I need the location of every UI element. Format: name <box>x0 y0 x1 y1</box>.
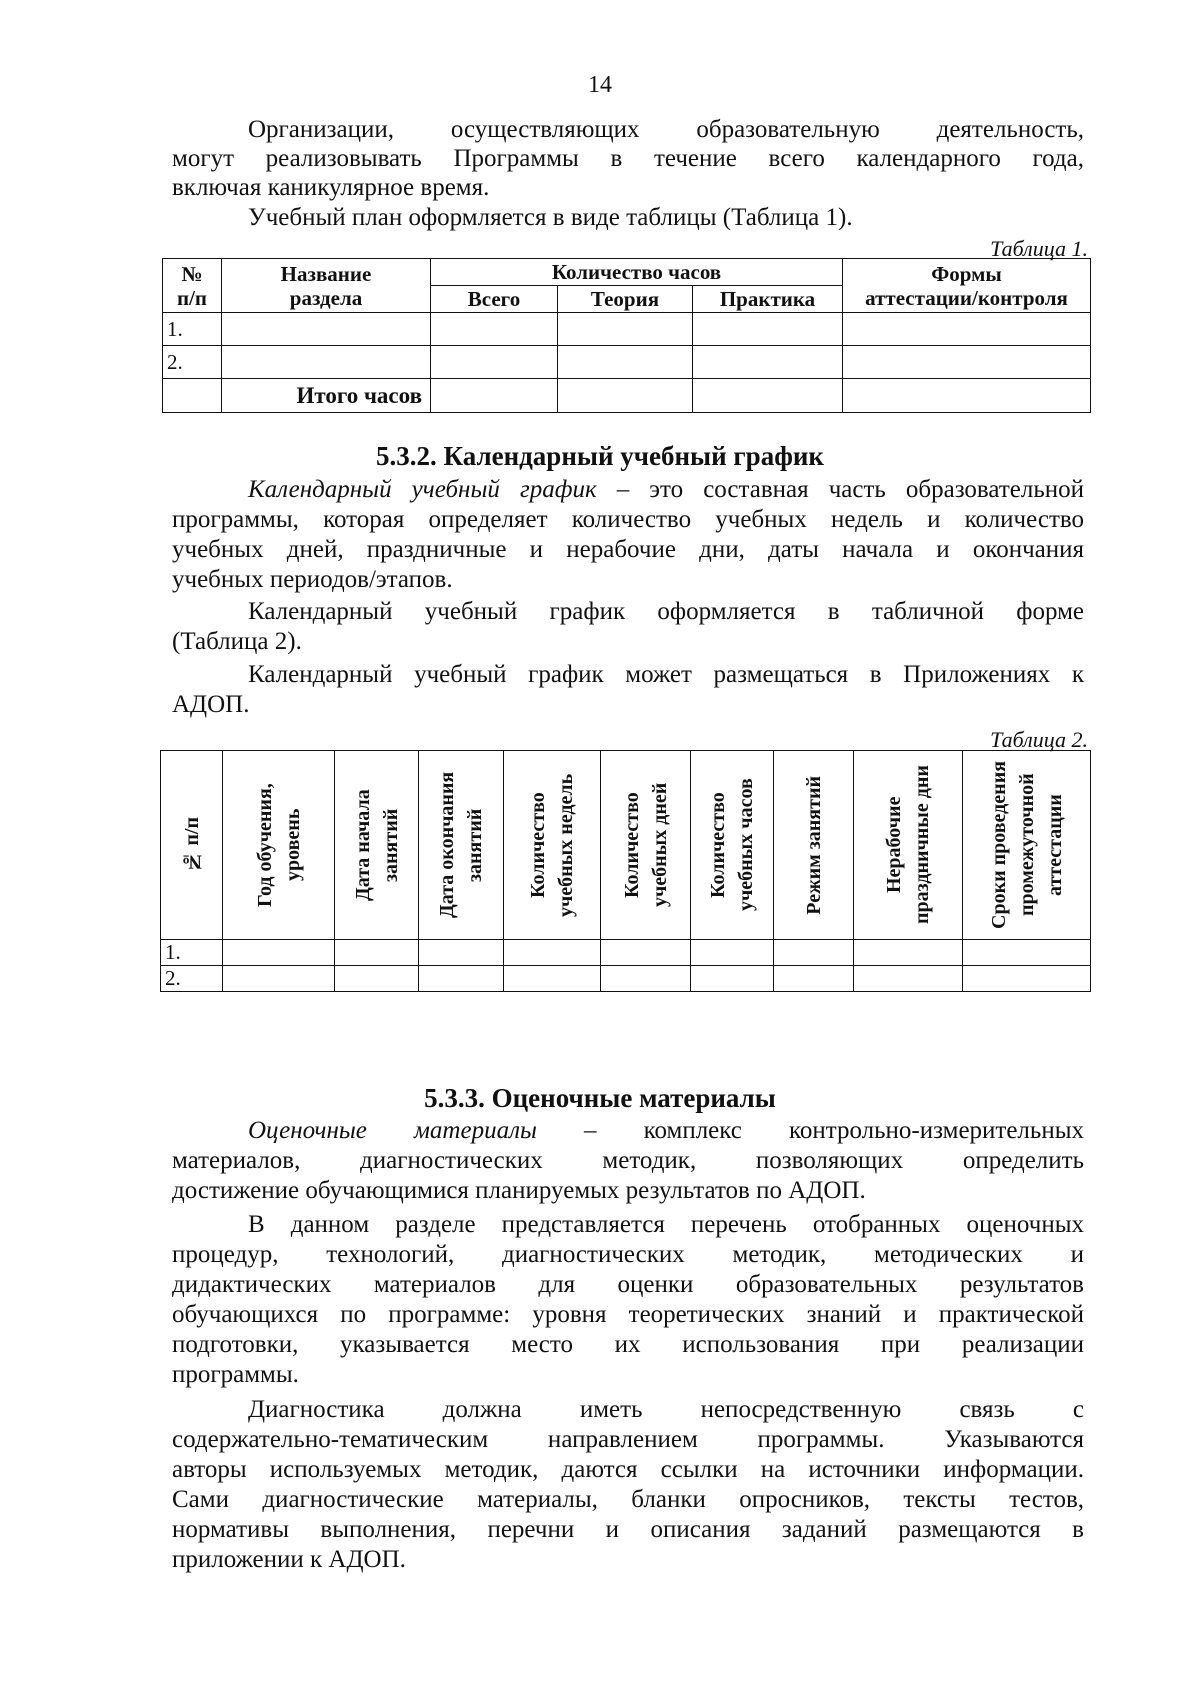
p533c-line-3: авторы используемых методик, даются ссылки на источники информации. <box>172 1456 1084 1483</box>
table1-caption: Таблица 1. <box>990 236 1088 261</box>
p532-line-2: программы, которая определяет количество учебных недель и количество <box>172 506 1084 533</box>
t1-header-forms: Формы аттестации/контроля <box>843 259 1091 313</box>
table-row <box>161 940 1091 966</box>
p532c-line-2: АДОП. <box>172 691 250 718</box>
t2-row-num: 1. <box>161 940 223 966</box>
plan-sentence: Учебный план оформляется в виде таблицы (Таблица 1). <box>248 204 853 231</box>
table-1 <box>162 258 1091 413</box>
p533b-line-2: процедур, технологий, диагностических методик, методических и <box>172 1241 1084 1268</box>
p533c-line-2: содержательно-тематическим направлением программы. Указываются <box>172 1426 1084 1453</box>
p532c-line-1: Календарный учебный график может размещаться в Приложениях к <box>248 661 1084 688</box>
p533-line-3: достижение обучающимися планируемых результатов по АДОП. <box>172 1177 866 1204</box>
p533b-line-3: дидактических материалов для оценки образовательных результатов <box>172 1271 1084 1298</box>
p532b-line-1: Календарный учебный график оформляется в табличной форме <box>248 598 1084 625</box>
page-number: 14 <box>588 72 612 98</box>
t1-row-num: 1. <box>163 313 222 346</box>
p532b-line-2: (Таблица 2). <box>172 628 302 655</box>
t1-header-name: Название раздела <box>222 259 431 313</box>
t2-header-attestation: Сроки проведения промежуточной аттестации <box>963 751 1091 940</box>
t2-header-end: Дата окончания занятий <box>419 751 504 940</box>
t2-row-num: 2. <box>161 966 223 992</box>
t2-header-start: Дата начала занятий <box>335 751 419 940</box>
t1-total-label: Итого часов <box>222 379 431 413</box>
t2-header-row <box>161 751 1091 940</box>
p532-line-4: учебных периодов/этапов. <box>172 566 453 593</box>
table-row <box>163 379 1091 413</box>
p532-line-1: Календарный учебный график – это составная часть образовательной <box>248 476 1084 503</box>
p532-line-3: учебных дней, праздничные и нерабочие дни, даты начала и окончания <box>172 536 1084 563</box>
t2-header-hours: Количество учебных часов <box>691 751 774 940</box>
t1-row-num: 2. <box>163 346 222 379</box>
t2-header-num: № п/п <box>161 751 223 940</box>
t1-header-theory: Теория <box>558 286 693 313</box>
t1-header-total: Всего <box>431 286 558 313</box>
p533-line-1: Оценочные материалы – комплекс контрольно-измерительных <box>248 1117 1084 1144</box>
table-row <box>163 346 1091 379</box>
table-row <box>161 966 1091 992</box>
p533-line-2: материалов, диагностических методик, позволяющих определить <box>172 1147 1084 1174</box>
p533c-line-6: приложении к АДОП. <box>172 1546 406 1573</box>
p533c-line-5: нормативы выполнения, перечни и описания заданий размещаются в <box>172 1516 1084 1543</box>
heading-532: 5.3.2. Календарный учебный график <box>376 441 824 471</box>
t2-header-weeks: Количество учебных недель <box>504 751 601 940</box>
p533b-line-5: подготовки, указывается место их использования при реализации <box>172 1331 1084 1358</box>
intro-line-2: могут реализовывать Программы в течение всего календарного года, <box>172 145 1084 172</box>
t2-header-days: Количество учебных дней <box>601 751 691 940</box>
t1-header-hours: Количество часов <box>431 259 843 286</box>
table-2 <box>160 750 1091 992</box>
p533b-line-1: В данном разделе представляется перечень отобранных оценочных <box>248 1211 1084 1238</box>
p533b-line-4: обучающихся по программе: уровня теоретических знаний и практической <box>172 1301 1084 1328</box>
p533b-line-6: программы. <box>172 1361 299 1388</box>
p533c-line-4: Сами диагностические материалы, бланки опросников, тексты тестов, <box>172 1486 1084 1513</box>
t2-header-mode: Режим занятий <box>774 751 854 940</box>
t1-header-num: № п/п <box>163 259 222 313</box>
intro-line-3: включая каникулярное время. <box>172 174 490 201</box>
p533c-line-1: Диагностика должна иметь непосредственную связь с <box>248 1396 1084 1423</box>
t1-header-practice: Практика <box>693 286 843 313</box>
intro-line-1: Организации, осуществляющих образовательную деятельность, <box>248 116 1084 143</box>
table2-caption: Таблица 2. <box>990 727 1088 752</box>
t2-header-year: Год обучения, уровень <box>223 751 335 940</box>
t2-header-holidays: Нерабочие праздничные дни <box>854 751 963 940</box>
table-row <box>163 313 1091 346</box>
heading-533: 5.3.3. Оценочные материалы <box>424 1083 776 1113</box>
